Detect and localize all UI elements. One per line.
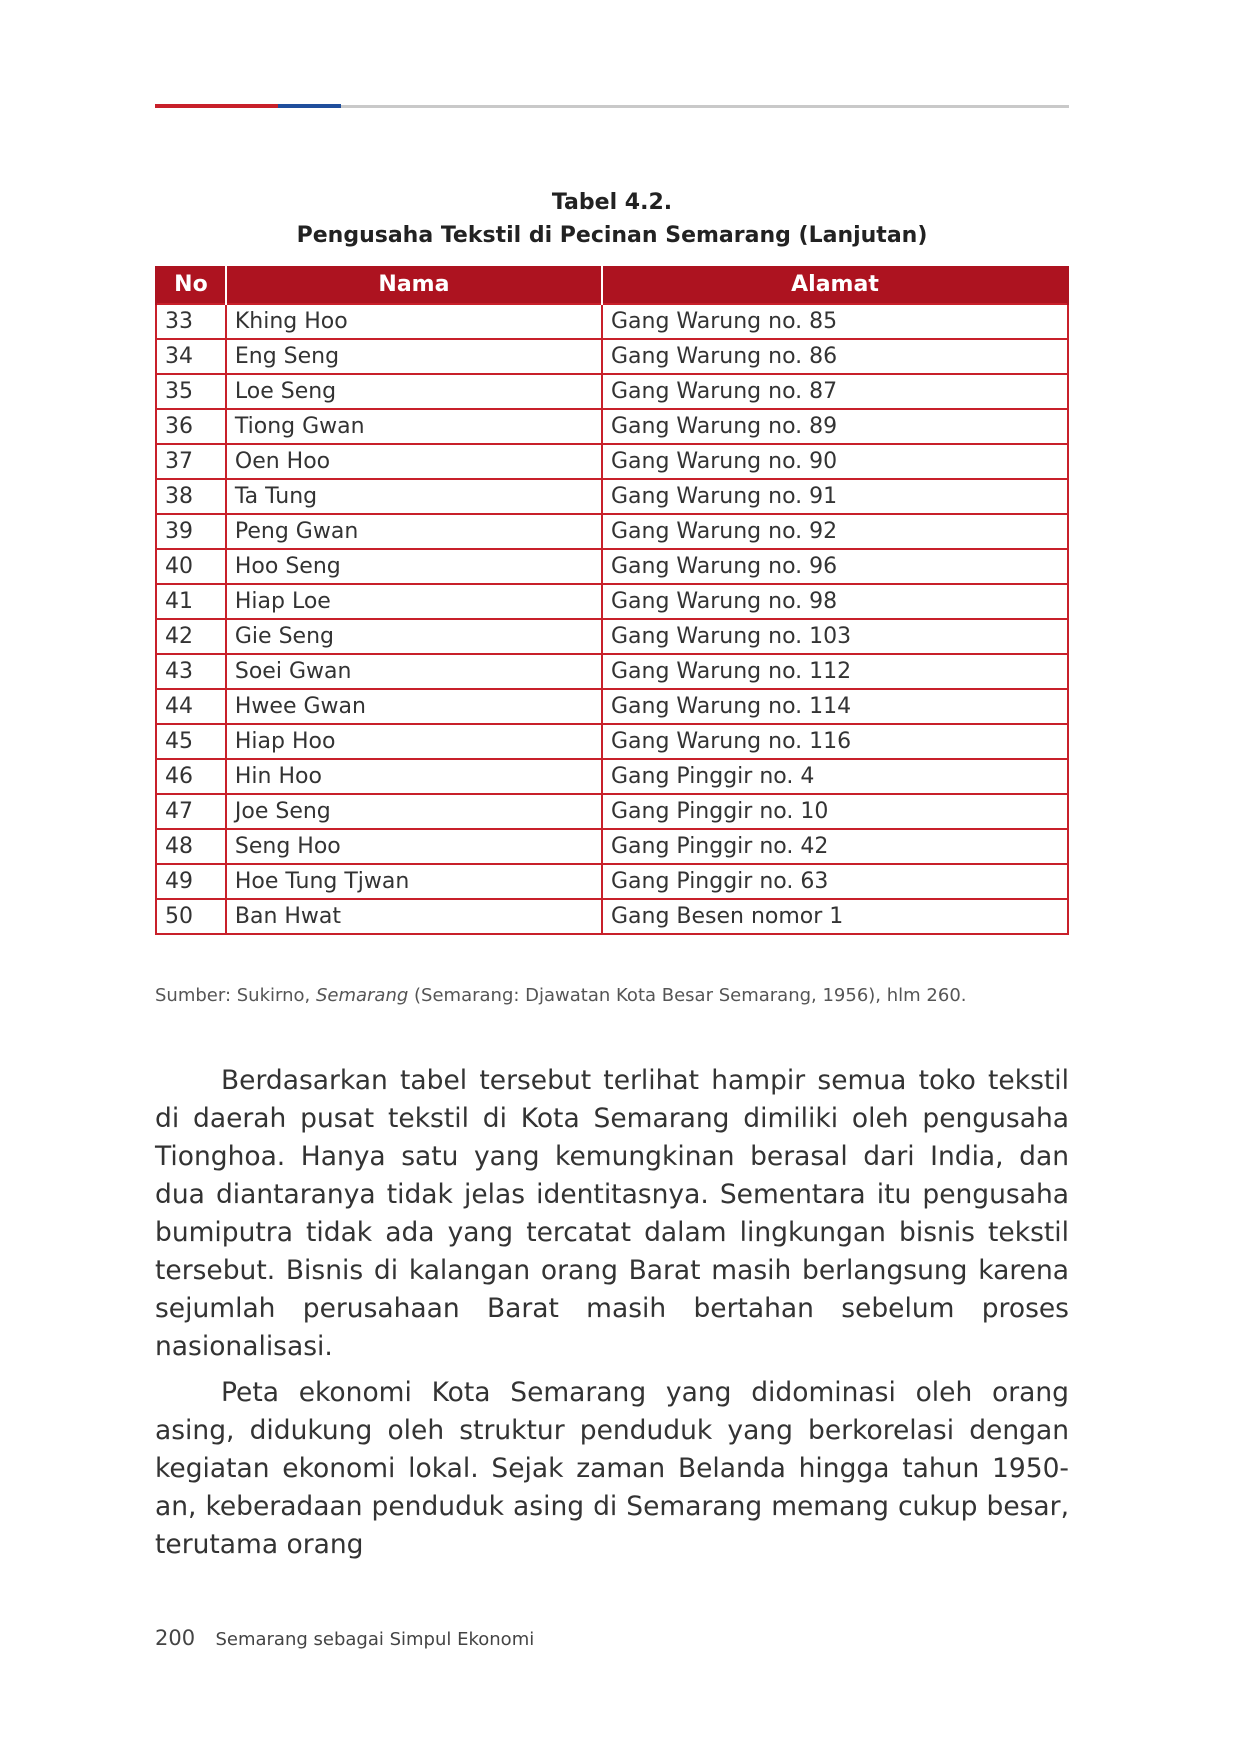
cell-nama: Seng Hoo bbox=[226, 829, 602, 864]
table-row bbox=[156, 759, 1068, 794]
body-text bbox=[155, 1062, 1069, 1572]
table-row bbox=[156, 724, 1068, 759]
entrepreneur-table bbox=[155, 266, 1069, 935]
book-title: Semarang sebagai Simpul Ekonomi bbox=[215, 1629, 535, 1650]
table-row bbox=[156, 654, 1068, 689]
cell-nama: Gie Seng bbox=[226, 619, 602, 654]
cell-alamat: Gang Warung no. 91 bbox=[602, 479, 1068, 514]
cell-no: 50 bbox=[156, 899, 226, 934]
cell-no: 35 bbox=[156, 374, 226, 409]
cell-alamat: Gang Pinggir no. 42 bbox=[602, 829, 1068, 864]
cell-alamat: Gang Warung no. 116 bbox=[602, 724, 1068, 759]
table-header-row bbox=[156, 266, 1068, 304]
cell-alamat: Gang Pinggir no. 10 bbox=[602, 794, 1068, 829]
cell-no: 34 bbox=[156, 339, 226, 374]
cell-alamat: Gang Warung no. 89 bbox=[602, 409, 1068, 444]
table-row bbox=[156, 584, 1068, 619]
table-row bbox=[156, 444, 1068, 479]
paragraph: Peta ekonomi Kota Semarang yang didominasi oleh orang asing, didukung oleh struktur penduduk yang berkorelasi dengan kegiatan ekonomi lokal. Sejak zaman Belanda hingga tahun 1950-an, keberadaan penduduk asing di Semarang memang cukup besar, terutama orang bbox=[155, 1377, 1069, 1560]
header-alamat: Alamat bbox=[602, 266, 1068, 304]
cell-no: 49 bbox=[156, 864, 226, 899]
table-row bbox=[156, 339, 1068, 374]
table-number: Tabel 4.2. bbox=[551, 190, 673, 215]
cell-nama: Oen Hoo bbox=[226, 444, 602, 479]
cell-no: 42 bbox=[156, 619, 226, 654]
cell-nama: Ban Hwat bbox=[226, 899, 602, 934]
cell-nama: Hiap Loe bbox=[226, 584, 602, 619]
cell-nama: Soei Gwan bbox=[226, 654, 602, 689]
table-row bbox=[156, 479, 1068, 514]
top-rule bbox=[155, 104, 1069, 108]
cell-alamat: Gang Warung no. 87 bbox=[602, 374, 1068, 409]
table-title: Pengusaha Tekstil di Pecinan Semarang (Lanjutan) bbox=[296, 223, 928, 248]
top-rule-blue-segment bbox=[278, 104, 341, 108]
cell-no: 47 bbox=[156, 794, 226, 829]
cell-nama: Peng Gwan bbox=[226, 514, 602, 549]
cell-no: 41 bbox=[156, 584, 226, 619]
table-row bbox=[156, 794, 1068, 829]
table-row bbox=[156, 374, 1068, 409]
table-row bbox=[156, 304, 1068, 339]
top-rule-gray-segment bbox=[341, 105, 1069, 108]
source-suffix: (Semarang: Djawatan Kota Besar Semarang, 1956), hlm 260. bbox=[408, 985, 967, 1006]
table-source-note bbox=[155, 985, 967, 1006]
cell-no: 39 bbox=[156, 514, 226, 549]
cell-nama: Loe Seng bbox=[226, 374, 602, 409]
cell-alamat: Gang Warung no. 98 bbox=[602, 584, 1068, 619]
cell-no: 44 bbox=[156, 689, 226, 724]
cell-no: 38 bbox=[156, 479, 226, 514]
cell-alamat: Gang Pinggir no. 4 bbox=[602, 759, 1068, 794]
cell-alamat: Gang Warung no. 92 bbox=[602, 514, 1068, 549]
cell-nama: Hiap Hoo bbox=[226, 724, 602, 759]
cell-nama: Khing Hoo bbox=[226, 304, 602, 339]
cell-alamat: Gang Pinggir no. 63 bbox=[602, 864, 1068, 899]
cell-no: 43 bbox=[156, 654, 226, 689]
cell-nama: Eng Seng bbox=[226, 339, 602, 374]
table-row bbox=[156, 899, 1068, 934]
cell-no: 40 bbox=[156, 549, 226, 584]
cell-alamat: Gang Warung no. 112 bbox=[602, 654, 1068, 689]
source-book-title: Semarang bbox=[315, 985, 409, 1006]
table-row bbox=[156, 549, 1068, 584]
cell-nama: Tiong Gwan bbox=[226, 409, 602, 444]
cell-alamat: Gang Warung no. 103 bbox=[602, 619, 1068, 654]
cell-no: 48 bbox=[156, 829, 226, 864]
cell-no: 37 bbox=[156, 444, 226, 479]
header-nama: Nama bbox=[226, 266, 602, 304]
table-caption bbox=[155, 186, 1069, 252]
cell-nama: Ta Tung bbox=[226, 479, 602, 514]
cell-nama: Joe Seng bbox=[226, 794, 602, 829]
cell-nama: Hoo Seng bbox=[226, 549, 602, 584]
cell-no: 33 bbox=[156, 304, 226, 339]
source-prefix: Sumber: Sukirno, bbox=[155, 985, 316, 1006]
table-row bbox=[156, 514, 1068, 549]
cell-nama: Hin Hoo bbox=[226, 759, 602, 794]
cell-no: 36 bbox=[156, 409, 226, 444]
cell-no: 45 bbox=[156, 724, 226, 759]
table-row bbox=[156, 409, 1068, 444]
cell-alamat: Gang Warung no. 114 bbox=[602, 689, 1068, 724]
header-no: No bbox=[156, 266, 226, 304]
table-row bbox=[156, 864, 1068, 899]
cell-no: 46 bbox=[156, 759, 226, 794]
cell-alamat: Gang Warung no. 90 bbox=[602, 444, 1068, 479]
cell-alamat: Gang Warung no. 86 bbox=[602, 339, 1068, 374]
table-row bbox=[156, 689, 1068, 724]
top-rule-red-segment bbox=[155, 104, 278, 108]
table-row bbox=[156, 619, 1068, 654]
page-number: 200 bbox=[155, 1626, 196, 1650]
table-row bbox=[156, 829, 1068, 864]
page-footer bbox=[155, 1626, 534, 1650]
cell-nama: Hoe Tung Tjwan bbox=[226, 864, 602, 899]
cell-alamat: Gang Besen nomor 1 bbox=[602, 899, 1068, 934]
cell-alamat: Gang Warung no. 96 bbox=[602, 549, 1068, 584]
cell-alamat: Gang Warung no. 85 bbox=[602, 304, 1068, 339]
paragraph: Berdasarkan tabel tersebut terlihat hampir semua toko tekstil di daerah pusat tekstil di Kota Semarang dimiliki oleh pengusaha Tionghoa. Hanya satu yang kemungkinan berasal dari India, dan dua diantaranya tidak jelas identitasnya. Sementara itu pengusaha bumiputra tidak ada yang tercatat dalam lingkungan bisnis tekstil tersebut. Bisnis di kalangan orang Barat masih berlangsung karena sejumlah perusahaan Barat masih bertahan sebelum proses nasionalisasi. bbox=[155, 1065, 1069, 1362]
cell-nama: Hwee Gwan bbox=[226, 689, 602, 724]
